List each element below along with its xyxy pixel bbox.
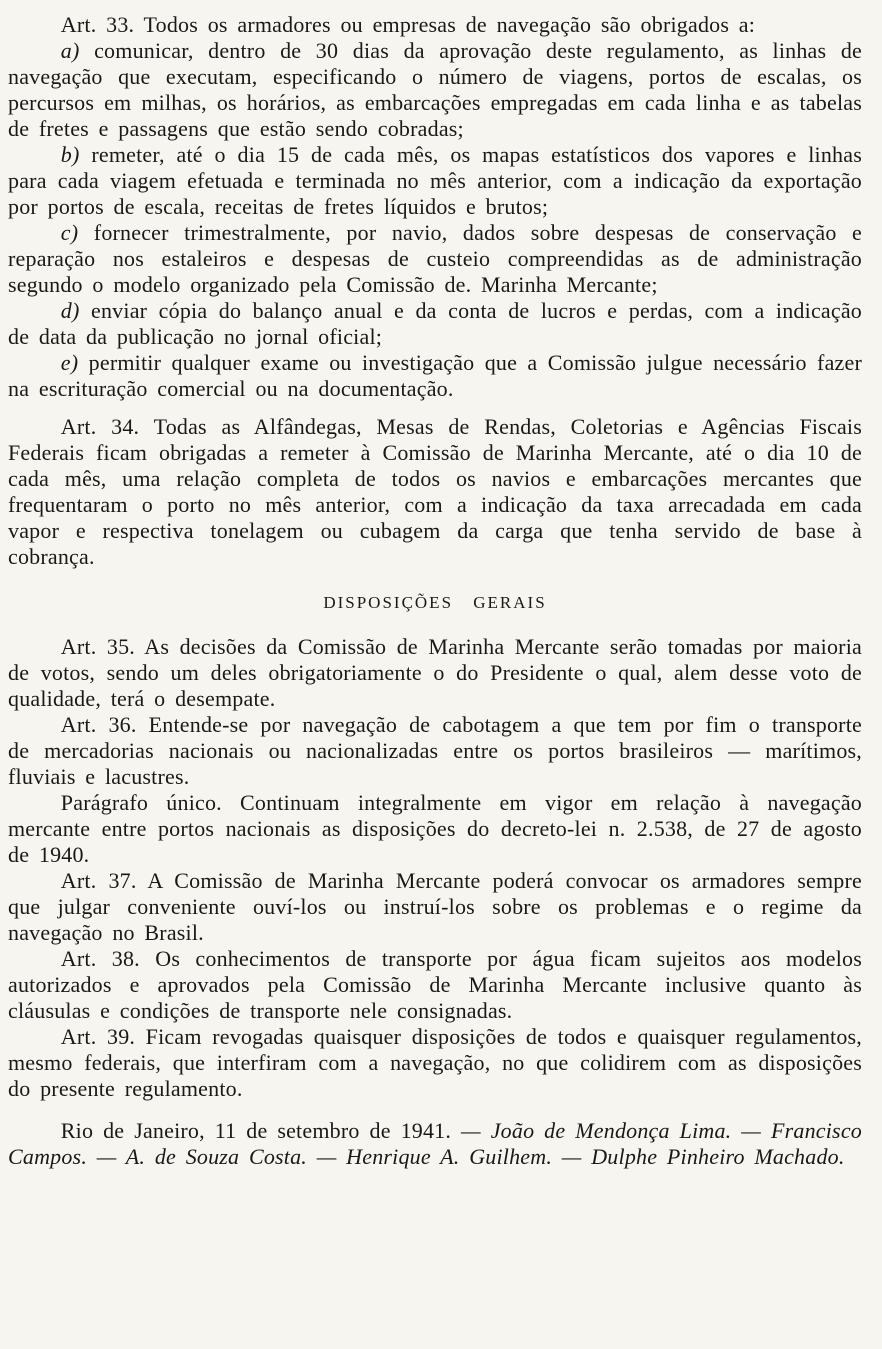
item-text-a: comunicar, dentro de 30 dias da aprovação deste regulamento, as linhas de navegação que executam, especificando o número de viagens, portos de escalas, os percursos em milhas, os horários, as embarcações empregadas em cada linha e as tabelas de fretes e passagens que estão sendo cobradas; bbox=[8, 38, 862, 141]
item-text-d: enviar cópia do balanço anual e da conta de lucros e perdas, com a indicação de data da publicação no jornal oficial; bbox=[8, 298, 863, 349]
item-marker-b: b) bbox=[60, 142, 80, 167]
item-marker-d: d) bbox=[60, 298, 80, 323]
list-item-d bbox=[8, 298, 862, 350]
item-text-c: fornecer trimestralmente, por navio, dados sobre despesas de conservação e reparação nos estaleiros e despesas de custeio compreendidas as de administração segundo o modelo organizado pela Comissão de. Marinha Mercante; bbox=[8, 220, 862, 297]
paragraph-art-37: Art. 37. A Comissão de Marinha Mercante poderá convocar os armadores sempre que julgar conveniente ouví-los ou instruí-los sobre os problemas e o regime da navegação no Brasil. bbox=[8, 868, 862, 945]
paragraph-art-36: Art. 36. Entende-se por navegação de cabotagem a que tem por fim o transporte de mercadorias nacionais ou nacionalizadas entre os portos brasileiros — marítimos, fluviais e lacustres. bbox=[8, 712, 862, 789]
paragraph-art-38: Art. 38. Os conhecimentos de transporte por água ficam sujeitos aos modelos autorizados e aprovados pela Comissão de Marinha Mercante inclusive quanto às cláusulas e condições de transporte nele consignadas. bbox=[8, 946, 862, 1023]
paragraph-paragrafo-unico: Parágrafo único. Continuam integralmente em vigor em relação à navegação mercante entre portos nacionais as disposições do decreto-lei n. 2.538, de 27 de agosto de 1940. bbox=[8, 790, 862, 867]
paragraph-art-33-intro: Art. 33. Todos os armadores ou empresas de navegação são obrigados a: bbox=[60, 12, 756, 37]
list-item-e bbox=[8, 350, 862, 402]
list-item-c bbox=[8, 220, 862, 298]
list-item-a bbox=[8, 38, 862, 142]
paragraph-art-39: Art. 39. Ficam revogadas quaisquer disposições de todos e quaisquer regulamentos, mesmo federais, que interfiram com a navegação, no que colidirem com as disposições do presente regulamento. bbox=[8, 1024, 862, 1101]
paragraph-art-35: Art. 35. As decisões da Comissão de Marinha Mercante serão tomadas por maioria de votos, sendo um deles obrigatoriamente o do Presidente o qual, alem desse voto de qualidade, terá o desempate. bbox=[8, 634, 862, 711]
signature-paragraph bbox=[8, 1118, 862, 1170]
item-marker-e: e) bbox=[60, 350, 79, 375]
item-marker-c: c) bbox=[60, 220, 79, 245]
signature-date: Rio de Janeiro, 11 de setembro de 1941. bbox=[60, 1118, 452, 1143]
item-text-b: remeter, até o dia 15 de cada mês, os mapas estatísticos dos vapores e linhas para cada viagem efetuada e terminada no mês anterior, com a indicação da exportação por portos de escala, receitas de fretes líquidos e brutos; bbox=[8, 142, 862, 219]
list-item-b bbox=[8, 142, 862, 220]
item-marker-a: a) bbox=[60, 38, 80, 63]
section-heading: DISPOSIÇÕES GERAIS bbox=[323, 593, 547, 612]
item-text-e: permitir qualquer exame ou investigação que a Comissão julgue necessário fazer na escrituração comercial ou na documentação. bbox=[8, 350, 863, 401]
signature-names: — João de Mendonça Lima. — Francisco Campos. — A. de Souza Costa. — Henrique A. Guilhem. — Dulphe Pinheiro Machado. bbox=[8, 1118, 862, 1169]
paragraph-art-34: Art. 34. Todas as Alfândegas, Mesas de Rendas, Coletorias e Agências Fiscais Federais ficam obrigadas a remeter à Comissão de Marinha Mercante, até o dia 10 de cada mês, uma relação completa de todos os navios e embarcações mercantes que frequentaram o porto no mês anterior, com a indicação da taxa arrecadada em cada vapor e respectiva tonelagem ou cubagem da carga que tenha servido de base à cobrança. bbox=[8, 414, 862, 569]
